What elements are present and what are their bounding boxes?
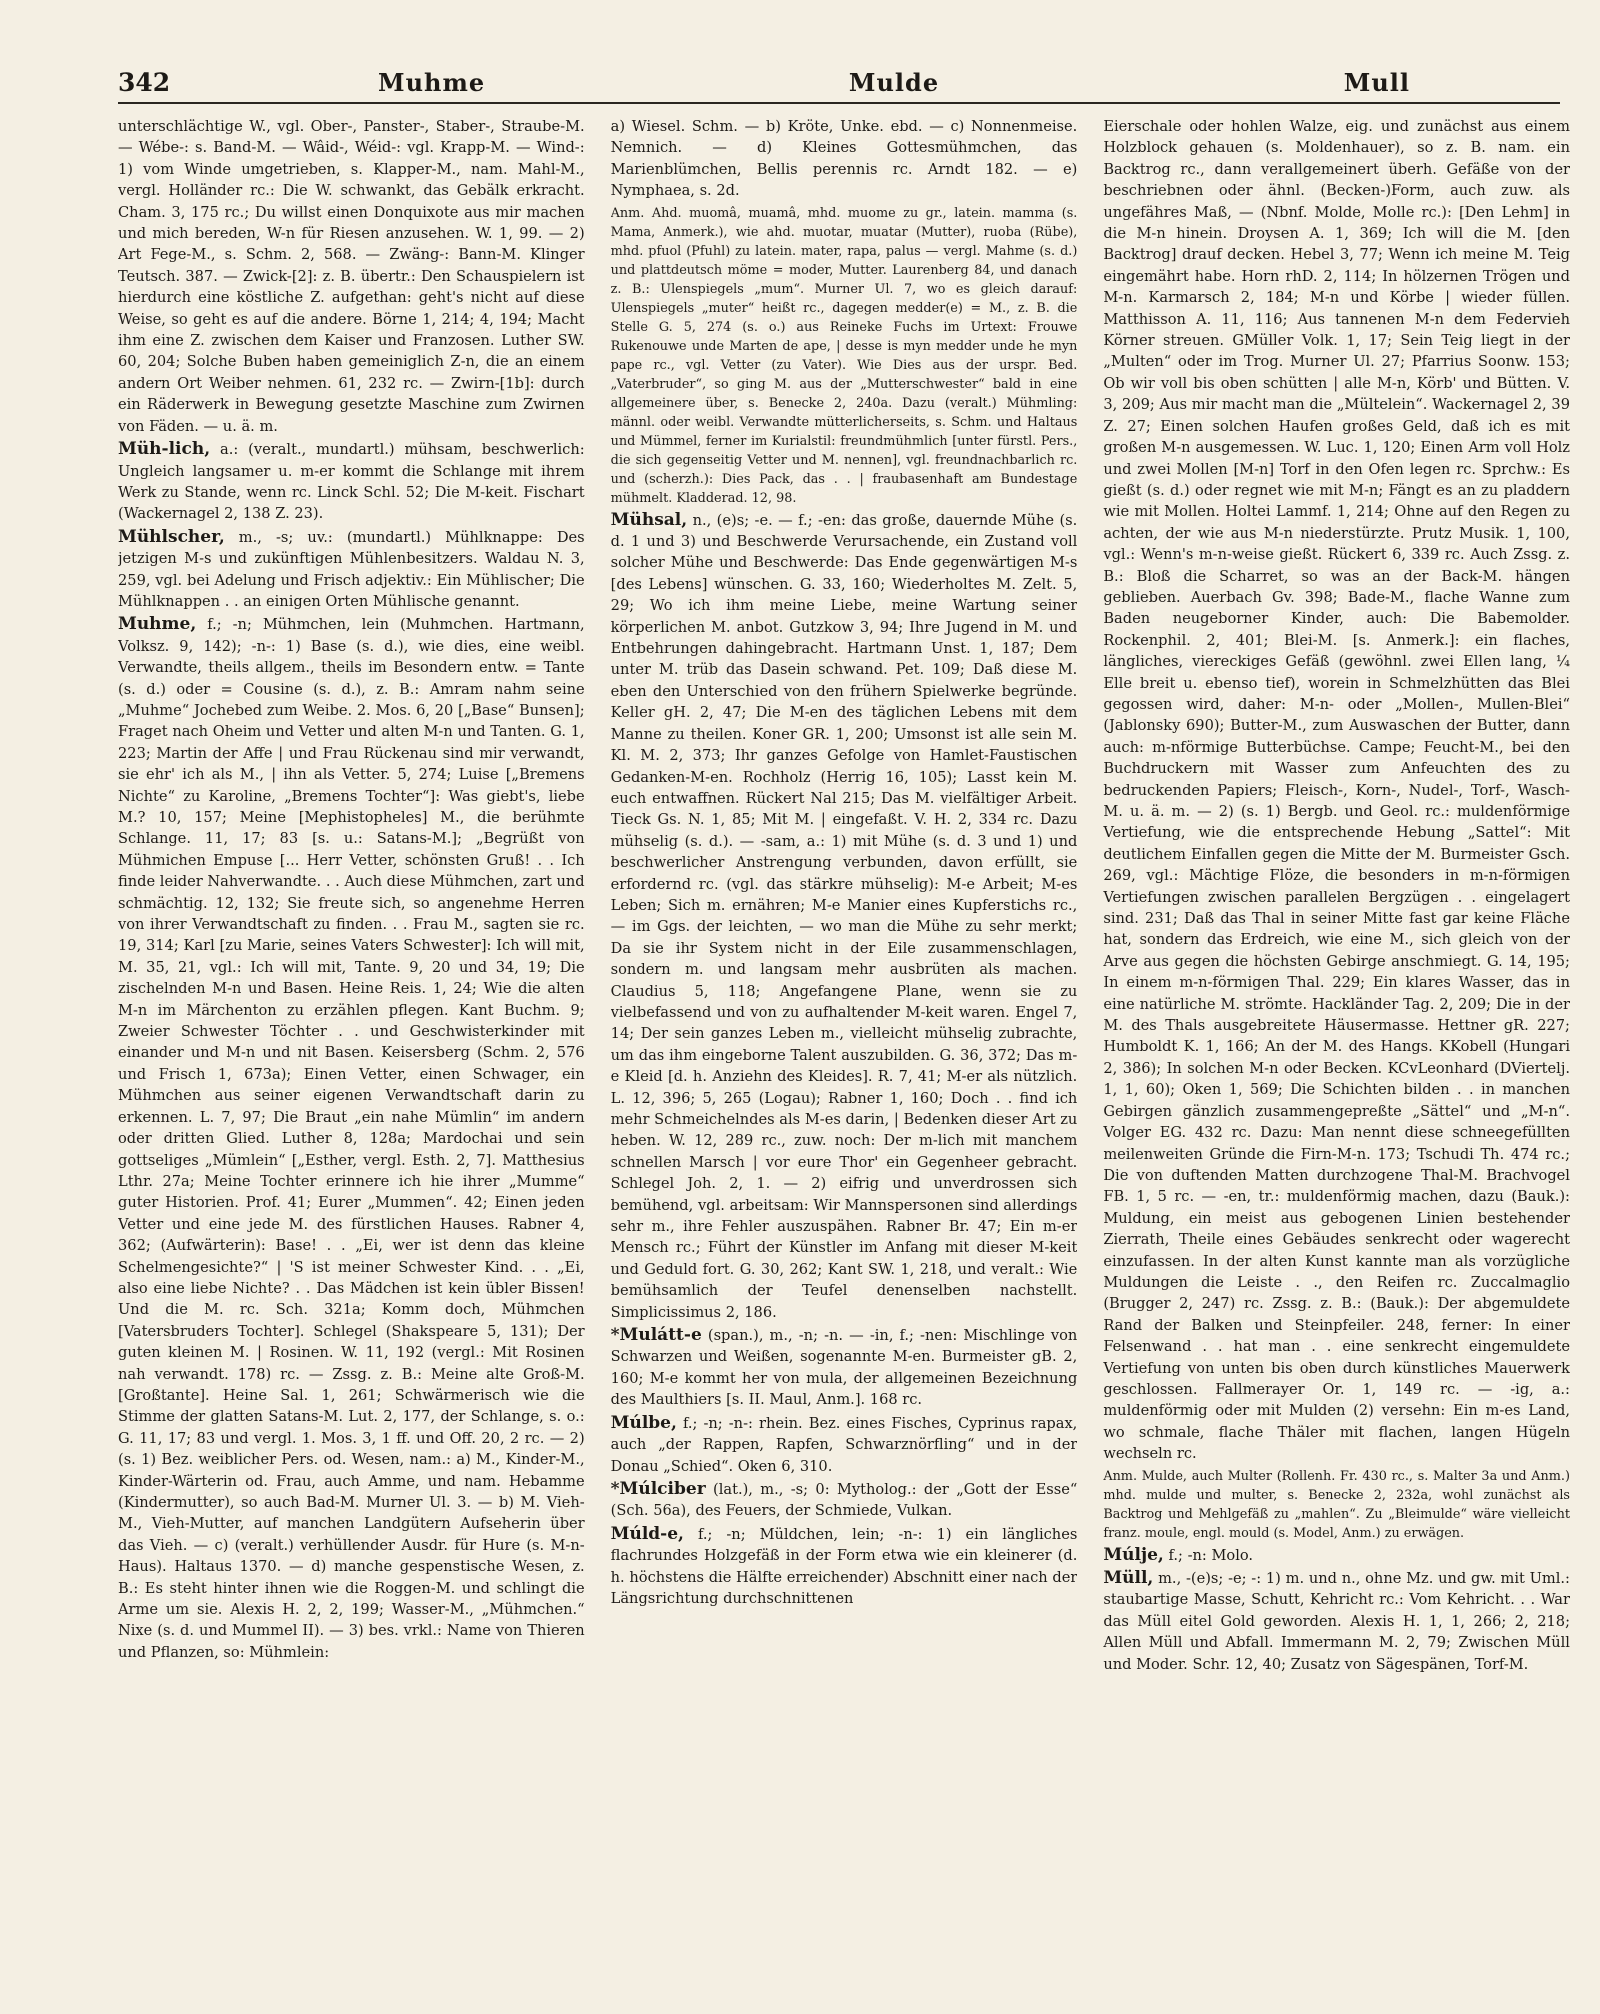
dictionary-entry: [1103, 1545, 1570, 1566]
headword: Muhme,: [118, 614, 197, 635]
column-left: [118, 116, 585, 1994]
dictionary-entry: [1103, 116, 1570, 1465]
entry-text: a.: (veralt., mundartl.) mühsam, beschwerlich: Ungleich langsamer u. m-er kommt die Schlange mit ihrem Werk zu Stande, wenn rc. Linck Schl. 52; Die M-keit. Fischart (Wackernagel 2, 138 Z. 23).: [118, 441, 585, 523]
dictionary-entry: [611, 1479, 1078, 1522]
text-columns: [118, 116, 1570, 1994]
column-middle: [611, 116, 1078, 1994]
dictionary-entry: [118, 527, 585, 613]
dictionary-entry: [118, 439, 585, 525]
headword: Mühlscher,: [118, 526, 225, 547]
etymology-note: [1103, 1467, 1570, 1543]
entry-text: Anm. Mulde, auch Multer (Rollenh. Fr. 430 rc., s. Malter 3a und Anm.) mhd. mulde und multer, s. Benecke 2, 232a, wohl zunächst als Backtrog und Mehlgefäß zu „mahlen“. Zu „Bleimulde“ wäre vielleicht franz. moule, engl. mould (s. Model, Anm.) zu erwägen.: [1103, 1468, 1570, 1541]
dictionary-entry: [611, 1413, 1078, 1477]
dictionary-entry: [611, 1325, 1078, 1411]
entry-text: m., -s; uv.: (mundartl.) Mühlknappe: Des jetzigen M-s und zukünftigen Mühlenbesitzers. Waldau N. 3, 259, vgl. bei Adelung und Frisch adjektiv.: Ein Mühlischer; Die Mühlknappen . . an einigen Orten Mühlische genannt.: [118, 528, 585, 610]
entry-text: n., (e)s; -e. — f.; -en: das große, dauernde Mühe (s. d. 1 und 3) und Beschwerde Verursachende, ein Zustand voll solcher Mühe und Beschwerde: Das Ende gegenwärtigen M-s [des Lebens] wünschen. G. 33, 160; Wiederholtes M. Zelt. 5, 29; Wo ich ihm meine Liebe, meine Wartung seiner körperlichen M. anbot. Gutzkow 3, 94; Ihre Jugend in M. und Entbehrungen dahingebracht. Hartmann Unst. 1, 187; Dem unter M. trüb das Dasein schwand. Pet. 109; Daß diese M. eben den Unterschied von den frühern Spielwerke begründe. Keller gH. 2, 47; Die M-en des täglichen Lebens mit dem Manne zu theilen. Koner GR. 1, 200; Umsonst ist alle sein M. Kl. M. 2, 373; Ihr ganzes Gefolge von Hamlet-Faustischen Gedanken-M-en. Rochholz (Herrig 16, 105); Lasst kein M. euch entwaffnen. Rückert Nal 215; Das M. vielfältiger Arbeit. Tieck Gs. N. 1, 85; Mit M. | eingefaßt. V. H. 2, 334 rc. Dazu mühselig (s. d.). — -sam, a.: 1) mit Mühe (s. d. 3 und 1) und beschwerlicher Anstrengung verbunden, davon erfüllt, sie erfordernd rc. (vgl. das stärkre mühselig): M-e Arbeit; M-es Leben; Sich m. ernähren; M-e Manier eines Kupferstichs rc., — im Ggs. der leichten, — wo man die Mühe zu sehr merkt; Da sie ihr System nicht in der Eile zusammenschlagen, sondern m. und langsam mehr ausbrüten als machen. Claudius 5, 118; Angefangene Plane, wenn sie zu vielbefassend und von zu aufhaltender M-keit waren. Engel 7, 14; Der sein ganzes Leben m., vielleicht mühselig zubrachte, um das ihm eingeborne Talent auszubilden. G. 36, 372; Das m-e Kleid [d. h. Anziehn des Kleides]. R. 7, 41; M-er als nützlich. L. 12, 396; 5, 265 (Logau); Rabner 1, 160; Doch . . find ich mehr Schmeichelndes als M-es darin, | Bedenken dieser Art zu heben. W. 12, 289 rc., zuw. noch: Der m-lich mit manchem schnellen Marsch | vor eure Thor' ein Gegenheer gebracht. Schlegel Joh. 2, 1. — 2) eifrig und unverdrossen sich bemühend, vgl. arbeitsam: Wir Mannspersonen sind allerdings sehr m., ihre Fehler auszuspähen. Rabner Br. 47; Ein m-er Mensch rc.; Führt der Künstler im Anfang mit dieser M-keit und Geduld fort. G. 30, 262; Kant SW. 1, 218, und veralt.: Wie bemühsamlich der Teufel denenselben nachstellt. Simplicissimus 2, 186.: [610, 511, 1078, 1321]
entry-text: Anm. Ahd. muomâ, muamâ, mhd. muome zu gr., latein. mamma (s. Mama, Anmerk.), wie ahd. muotar, muatar (Mutter), ruoba (Rübe), mhd. pfuol (Pfuhl) zu latein. mater, rapa, palus — vergl. Mahme (s. d.) und plattdeutsch möme = moder, Mutter. Laurenberg 84, und danach z. B.: Ulenspiegels „mum“. Murner Ul. 7, wo es gleich darauf: Ulenspiegels „muter“ heißt rc., dagegen medder(e) = M., z. B. die Stelle G. 5, 274 (s. o.) aus Reineke Fuchs im Urtext: Frouwe Rukenouwe unde Marten de ape, | desse is myn medder unde he myn pape rc., vgl. Vetter (zu Vater). Wie Dies aus der urspr. Bed. „Vaterbruder“, so ging M. aus der „Mutterschwester“ bald in eine allgemeinere über, s. Benecke 2, 240a. Dazu (veralt.) Mühmling: männl. oder weibl. Verwandte mütterlicherseits, s. Schm. und Haltaus und Mümmel, ferner im Kurialstil: freundmühmlich [unter fürstl. Pers., die sich gegenseitig Vetter und M. nennen], vgl. freundnachbarlich rc. und (scherzh.): Dies Pack, das . . | fraubasenhaft am Bundestage mühmelt. Kladderad. 12, 98.: [610, 205, 1078, 506]
entry-text: Eierschale oder hohlen Walze, eig. und zunächst aus einem Holzblock gehauen (s. Moldenhauer), so z. B. nam. ein Backtrog rc., dann verallgemeinert überh. Gefäße von der beschriebnen oder ähnl. (Becken-)Form, auch zuw. als ungefähres Maß, — (Nbnf. Molde, Molle rc.): [Den Lehm] in die M-n hinein. Droysen A. 1, 369; Ich will die M. [den Backtrog] drauf decken. Hebel 3, 77; Wenn ich meine M. Teig eingemährt habe. Horn rhD. 2, 114; In hölzernen Trögen und M-n. Karmarsch 2, 184; M-n und Körbe | wieder füllen. Matthisson A. 11, 116; Aus tannenen M-n dem Federvieh Körner streuen. GMüller Volk. 1, 17; Sein Teig liegt in der „Multen“ oder im Trog. Murner Ul. 27; Pfarrius Soonw. 153; Ob wir voll bis oben schütten | alle M-n, Körb' und Bütten. V. 3, 209; Aus mir macht man die „Mültelein“. Wackernagel 2, 39 Z. 27; Einen solchen Haufen großes Geld, daß ich es mit großen M-n ausgemessen. W. Luc. 1, 120; Einen Arm voll Holz und zwei Mollen [M-n] Torf in den Ofen legen rc. Sprchw.: Es gießt (s. d.) oder regnet wie mit M-n; Fängt es an zu pladdern wie mit Mollen. Holtei Lammf. 1, 214; Ohne auf den Regen zu achten, der wie aus M-n niederstürzte. Prutz Musik. 1, 100, vgl.: Wenn's m-n-weise gießt. Rückert 6, 339 rc. Auch Zssg. z. B.: Bloß die Scharret, so was an der Back-M. hängen geblieben. Auerbach Gv. 398; Bade-M., flache Wanne zum Baden neugeborner Kinder, auch: Die Babemolder. Rockenphil. 2, 401; Blei-M. [s. Anmerk.]: ein flaches, längliches, viereckiges Gefäß (gewöhnl. zwei Ellen lang, ¼ Elle breit u. ebenso tief), worein in Schmelzhütten das Blei gegossen wird, daher: M-n- oder „Mollen-, Mullen-Blei“ (Jablonsky 690); Butter-M., zum Auswaschen der Butter, dann auch: m-nförmige Butterbüchse. Campe; Feucht-M., bei den Buchdruckern mit Wasser zum Anfeuchten des zu bedruckenden Papiers; Fleisch-, Korn-, Nudel-, Torf-, Wasch-M. u. ä. m. — 2) (s. 1) Bergb. und Geol. rc.: muldenförmige Vertiefung, wie die entsprechende Hebung „Sattel“: Mit deutlichem Einfallen gegen die Mitte der M. Burmeister Gsch. 269, vgl.: Mächtige Flöze, die besonders in m-n-förmigen Vertiefungen zwischen parallelen Bergzügen . . eingelagert sind. 231; Daß das Thal in seiner Mitte fast gar keine Fläche hat, sondern das Erdreich, wie eine M., sich gleich von der Arve aus gegen die höchsten Gebirge anschmiegt. G. 14, 195; In einem m-n-förmigen Thal. 229; Ein klares Wasser, das in eine natürliche M. strömte. Hackländer Tag. 2, 209; Die in der M. des Thals ausgebreitete Häusermasse. Hettner gR. 227; Humboldt K. 1, 166; An der M. des Hangs. KKobell (Hungari 2, 386); In solchen M-n oder Becken. KCvLeonhard (DViertelj. 1, 1, 60); Oken 1, 569; Die Schichten bilden . . in manchen Gebirgen gänzlich zusammengepreßte „Sättel“ und „M-n“. Volger EG. 432 rc. Dazu: Man nennt diese schneegefüllten meilenweiten Gründe die Firn-M-n. 173; Tschudi Th. 474 rc.; Die von duftenden Matten durchzogene Thal-M. Brachvogel FB. 1, 5 rc. — -en, tr.: muldenförmig machen, dazu (Bauk.): Muldung, ein meist aus gebogenen Linien bestehender Zierrath, Theile eines Gebäudes senkrecht oder wagerecht einzufassen. In der alten Kunst kannte man als vorzügliche Muldungen die Leiste . ., den Reifen rc. Zuccalmaglio (Brugger 2, 247) rc. Zssg. z. B.: (Bauk.): Der abgemuldete Rand der Balken und Steinpfeiler. 248, ferner: In einer Felsenwand . . hat man . . eine senkrecht eingemuldete Vertiefung von unten bis oben durch künstliches Mauerwerk geschlossen. Fallmerayer Or. 1, 149 rc. — -ig, a.: muldenförmig oder mit Mulden (2) versehn: Ein m-es Land, wo schmale, flache Thäler mit flachen, langen Hügeln wechseln rc.: [1103, 118, 1570, 1463]
entry-text: (span.), m., -n; -n. — -in, f.; -nen: Mischlinge von Schwarzen und Weißen, sogenannte M-en. Burmeister gB. 2, 160; M-e kommt her von mula, der allgemeinen Bezeichnung des Maulthiers [s. II. Maul, Anm.]. 168 rc.: [610, 1327, 1078, 1409]
header-right-word: Mull: [1343, 67, 1410, 97]
header-center-word: Mulde: [848, 67, 940, 97]
headword: Múld-e,: [610, 1523, 684, 1544]
entry-text: f.; -n; -n-: rhein. Bez. eines Fisches, Cyprinus rapax, auch „der Rappen, Rapfen, Schwarznörfling“ und in der Donau „Schied“. Oken 6, 310.: [610, 1414, 1078, 1475]
dictionary-entry: [611, 1524, 1078, 1610]
entry-text: a) Wiesel. Schm. — b) Kröte, Unke. ebd. — c) Nonnenmeise. Nemnich. — d) Kleines Gottesmühmchen, das Marienblümchen, Bellis perennis rc. Arndt 182. — e) Nymphaea, s. 2d.: [610, 118, 1078, 200]
column-right: [1103, 116, 1570, 1994]
header-left-word: Muhme: [378, 67, 486, 97]
entry-text: f.; -n; Müldchen, lein; -n-: 1) ein längliches flachrundes Holzgefäß in der Form etwa wie ein kleinerer (d. h. höchstens die Hälfte erreichender) Abschnitt einer nach der Längsrichtung durchschnittenen: [610, 1525, 1078, 1607]
dictionary-entry: [118, 614, 585, 1663]
entry-text: f.; -n: Molo.: [1168, 1546, 1254, 1564]
headword: Müll,: [1103, 1568, 1154, 1588]
dictionary-entry: [611, 510, 1078, 1323]
dictionary-entry: [1103, 1568, 1570, 1675]
page-number: 342: [118, 67, 171, 97]
running-header: [118, 62, 1560, 104]
dictionary-entry: [118, 116, 585, 437]
etymology-note: [611, 204, 1078, 508]
headword: Múlbe,: [610, 1412, 677, 1433]
headword: *Múlciber: [610, 1478, 706, 1499]
headword: Múlje,: [1103, 1544, 1164, 1565]
entry-text: (lat.), m., -s; 0: Mytholog.: der „Gott der Esse“ (Sch. 56a), des Feuers, der Schmiede, Vulkan.: [610, 1480, 1078, 1520]
headword: *Mulátt-e: [610, 1325, 702, 1346]
entry-text: f.; -n; Mühmchen, lein (Muhmchen. Hartmann, Volksz. 9, 142); -n-: 1) Base (s. d.), wie dies, eine weibl. Verwandte, theils allgem., theils im Besondern entw. = Tante (s. d.) oder = Cousine (s. d.), z. B.: Amram nahm seine „Muhme“ Jochebed zum Weibe. 2. Mos. 6, 20 [„Base“ Bunsen]; Fraget nach Oheim und Vetter und alten M-n und Tanten. G. 1, 223; Martin der Affe | und Frau Rückenau sind mir verwandt, sie ehr' ich als M., | ihn als Vetter. 5, 274; Luise [„Bremens Nichte“ zu Karoline, „Bremens Tochter“]: Was giebt's, liebe M.? 10, 157; Meine [Mephistopheles] M., die berühmte Schlange. 11, 17; 83 [s. u.: Satans-M.]; „Begrüßt von Mühmichen Empuse [... Herr Vetter, schönsten Gruß! . . Ich finde leider Nahverwandte. . . Auch diese Mühmchen, zart und schmächtig. 12, 132; Sie freute sich, so angenehme Herren von ihrer Verwandtschaft zu finden. . . Frau M., sagten sie rc. 19, 314; Karl [zu Marie, seines Vaters Schwester]: Ich will mit, M. 35, 21, vgl.: Ich will mit, Tante. 9, 20 und 34, 19; Die zischelnden M-n und Basen. Heine Reis. 1, 24; Wie die alten M-n im Märchenton zu erzählen pflegen. Kant Buchm. 9; Zweier Schwester Töchter . . und Geschwisterkinder mit einander und M-n und nit Basen. Keisersberg (Schm. 2, 576 und Frisch 1, 673a); Einen Vetter, einen Schwager, ein Mühmchen aus seiner eigenen Verwandtschaft darin zu erkennen. L. 7, 97; Die Braut „ein nahe Mümlin“ im andern oder dritten Glied. Luther 8, 128a; Mardochai und sein gottseliges „Mümlein“ [„Esther, vergl. Esth. 2, 7]. Matthesius Lthr. 27a; Meine Tochter erinnere ich hie ihrer „Mumme“ guter Historien. Prof. 41; Eurer „Mummen“. 42; Einen jeden Vetter und eine jede M. des fürstlichen Hauses. Rabner 4, 362; (Aufwärterin): Base! . . „Ei, wer ist denn das kleine Schelmengesichte?“ | 'S ist meiner Schwester Kind. . . „Ei, also eine liebe Nichte? . . Das Mädchen ist kein übler Bissen! Und die M. rc. Sch. 321a; Komm doch, Mühmchen [Vatersbruders Tochter]. Schlegel (Shakspeare 5, 131); Der guten kleinen M. | Rosinen. W. 11, 192 (vergl.: Mit Rosinen nah verwandt. 178) rc. — Zssg. z. B.: Meine alte Groß-M. [Großtante]. Heine Sal. 1, 261; Schwärmerisch wie die Stimme der glatten Satans-M. Lut. 2, 177, der Schlange, s. o.: G. 11, 17; 83 und vergl. 1. Mos. 3, 1 ff. und Off. 20, 2 rc. — 2) (s. 1) Bez. weiblicher Pers. od. Wesen, nam.: a) M., Kinder-M., Kinder-Wärterin od. Frau, auch Amme, und nam. Hebamme (Kindermutter), so auch Bad-M. Murner Ul. 3. — b) M. Vieh-M., Vieh-Mutter, auf manchen Landgütern Aufseherin über das Vieh. — c) (veralt.) verhüllender Ausdr. für Hure (s. M-n-Haus). Haltaus 1370. — d) manche gespenstische Wesen, z. B.: Es steht hinter ihnen wie die Roggen-M. und schlingt die Arme um sie. Alexis H. 2, 2, 199; Wasser-M., „Mühmchen.“ Nixe (s. d. und Mummel II). — 3) bes. vrkl.: Name von Thieren und Pflanzen, so: Mühmlein:: [118, 616, 585, 1661]
entry-text: unterschlächtige W., vgl. Ober-, Panster-, Staber-, Straube-M. — Wébe-: s. Band-M. — Wâid-, Wéid-: vgl. Krapp-M. — Wind-: 1) vom Winde umgetrieben, s. Klapper-M., nam. Mahl-M., vergl. Holländer rc.: Die W. schwankt, das Gebälk erkracht. Cham. 3, 175 rc.; Du willst einen Donquixote aus mir machen und mich bereden, W-n für Riesen anzusehen. W. 1, 99. — 2) Art Fege-M., s. Schm. 2, 568. — Zwäng-: Bann-M. Klinger Teutsch. 387. — Zwick-[2]: z. B. übertr.: Den Schauspielern ist hierdurch eine köstliche Z. aufgethan: geht's nicht auf diese Weise, so geht es auf die andere. Börne 1, 214; 4, 194; Macht ihm eine Z. zwischen dem Kaiser und Franzosen. Luther SW. 60, 204; Solche Buben haben gemeiniglich Z-n, die an einem andern Ort Weiber nehmen. 61, 232 rc. — Zwirn-[1b]: durch ein Räderwerk in Bewegung gesetzte Maschine zum Zwirnen von Fäden. — u. ä. m.: [118, 118, 585, 435]
dictionary-entry: [611, 116, 1078, 202]
headword: Müh-lich,: [118, 439, 211, 460]
entry-text: m., -(e)s; -e; -: 1) m. und n., ohne Mz. und gw. mit Uml.: staubartige Masse, Schutt, Kehricht rc.: Vom Kehricht. . . War das Müll eitel Gold geworden. Alexis H. 1, 1, 266; 2, 218; Allen Müll und Abfall. Immermann M. 2, 79; Zwischen Müll und Moder. Schr. 12, 40; Zusatz von Sägespänen, Torf-M.: [1103, 1570, 1570, 1673]
headword: Mühsal,: [610, 509, 688, 530]
